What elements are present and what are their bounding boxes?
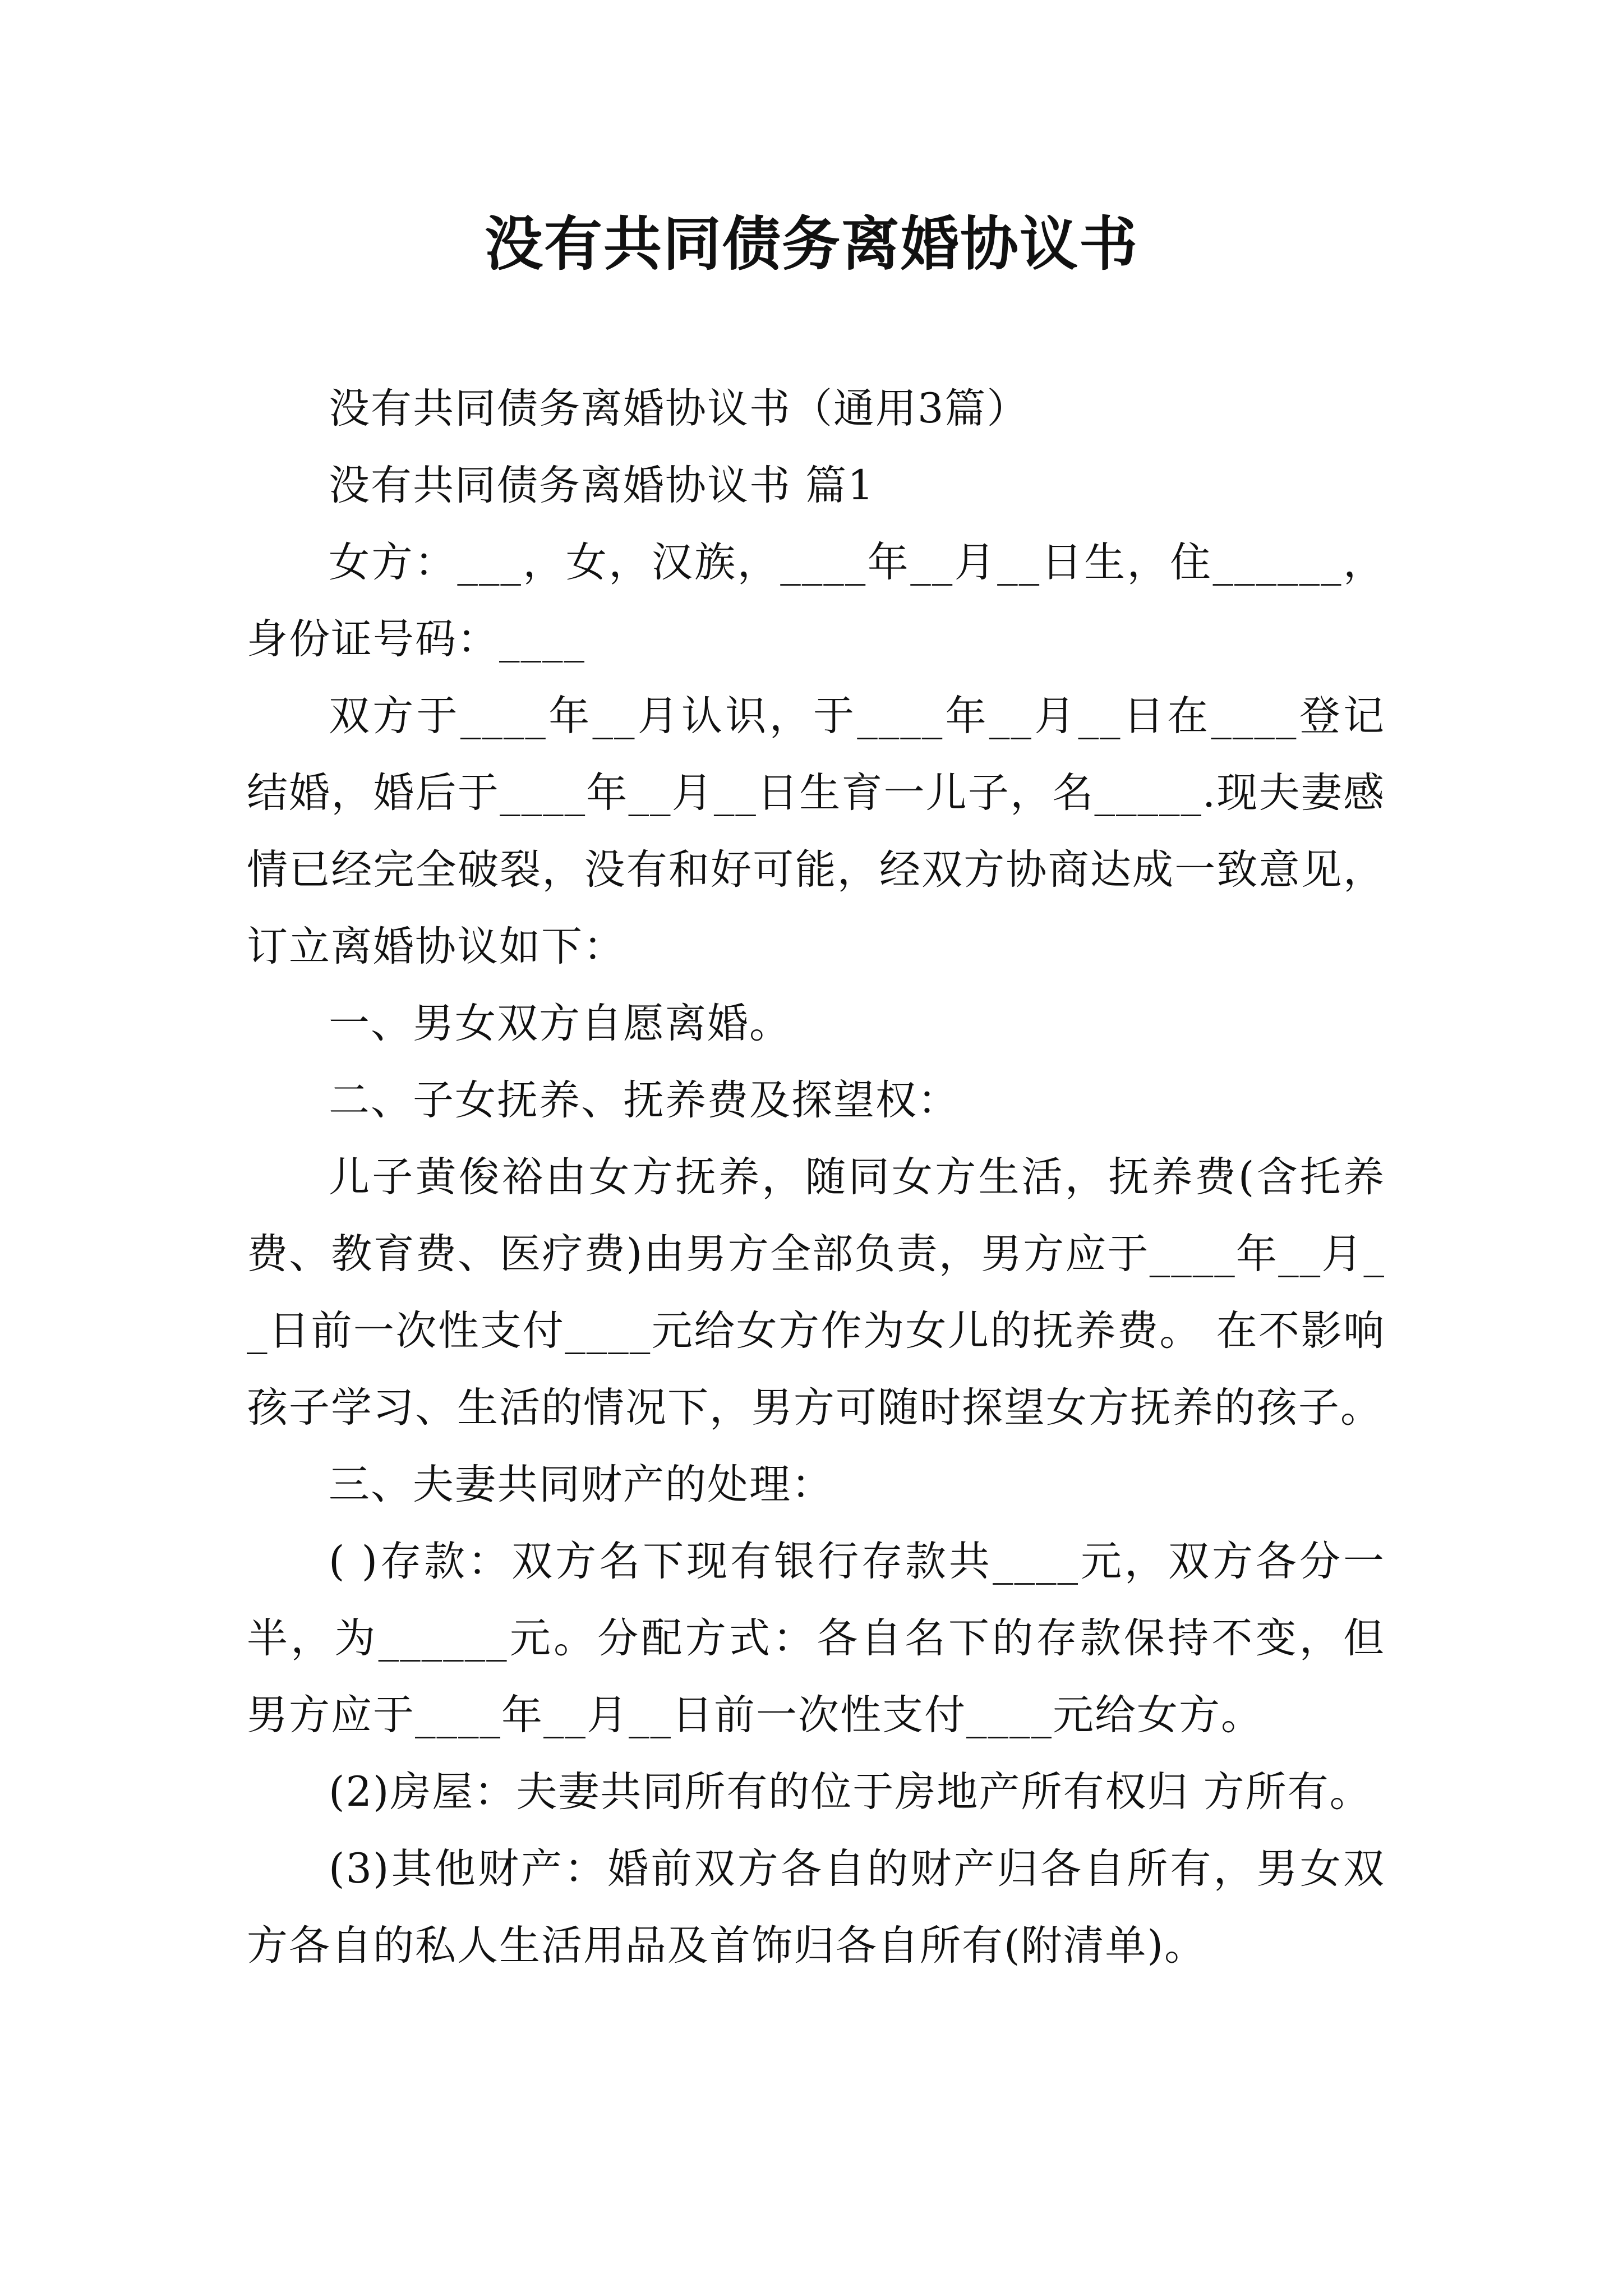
paragraph-clause-1: 一、男女双方自愿离婚。 <box>329 1000 791 1047</box>
paragraph-section-heading: 没有共同债务离婚协议书 篇1 <box>329 462 875 509</box>
paragraph-house: (2)房屋：夫妻共同所有的位于房地产所有权归 方所有。 <box>329 1768 1372 1816</box>
paragraph-child-custody: 儿子黄俊裕由女方抚养，随同女方生活，抚养费(含托养费、教育费、医疗费)由男方全部负责，男方应于____年__月__日前一次性支付____元给女方作为女儿的抚养费。 在不影响孩子学习、生活的情况下，男方可随时探望女方抚养的孩子。 <box>247 1153 1385 1432</box>
paragraph-clause-2-heading: 二、子女抚养、抚养费及探望权： <box>329 1076 960 1124</box>
document-title: 没有共同债务离婚协议书 <box>484 209 1138 278</box>
paragraph-deposits: ( )存款：双方名下现有银行存款共____元，双方各分一半，为______元。分配方式：各自名下的存款保持不变，但男方应于____年__月__日前一次性支付____元给女方。 <box>247 1538 1385 1739</box>
document-body <box>247 370 1385 1984</box>
paragraph-clause-3-heading: 三、夫妻共同财产的处理： <box>329 1461 833 1508</box>
paragraph-other-property: (3)其他财产：婚前双方各自的财产归各自所有，男女双方各自的私人生活用品及首饰归各自所有(附清单)。 <box>247 1845 1385 1970</box>
paragraph-marriage-background: 双方于____年__月认识，于____年__月__日在____登记结婚，婚后于____年__月__日生育一儿子，名_____.现夫妻感情已经完全破裂，没有和好可能，经双方协商达成一致意见，订立离婚协议如下： <box>247 692 1385 970</box>
paragraph-female-party: 女方：___，女，汉族，____年__月__日生，住______，身份证号码：____ <box>247 539 1385 663</box>
paragraph-subtitle: 没有共同债务离婚协议书（通用3篇） <box>329 385 1029 432</box>
